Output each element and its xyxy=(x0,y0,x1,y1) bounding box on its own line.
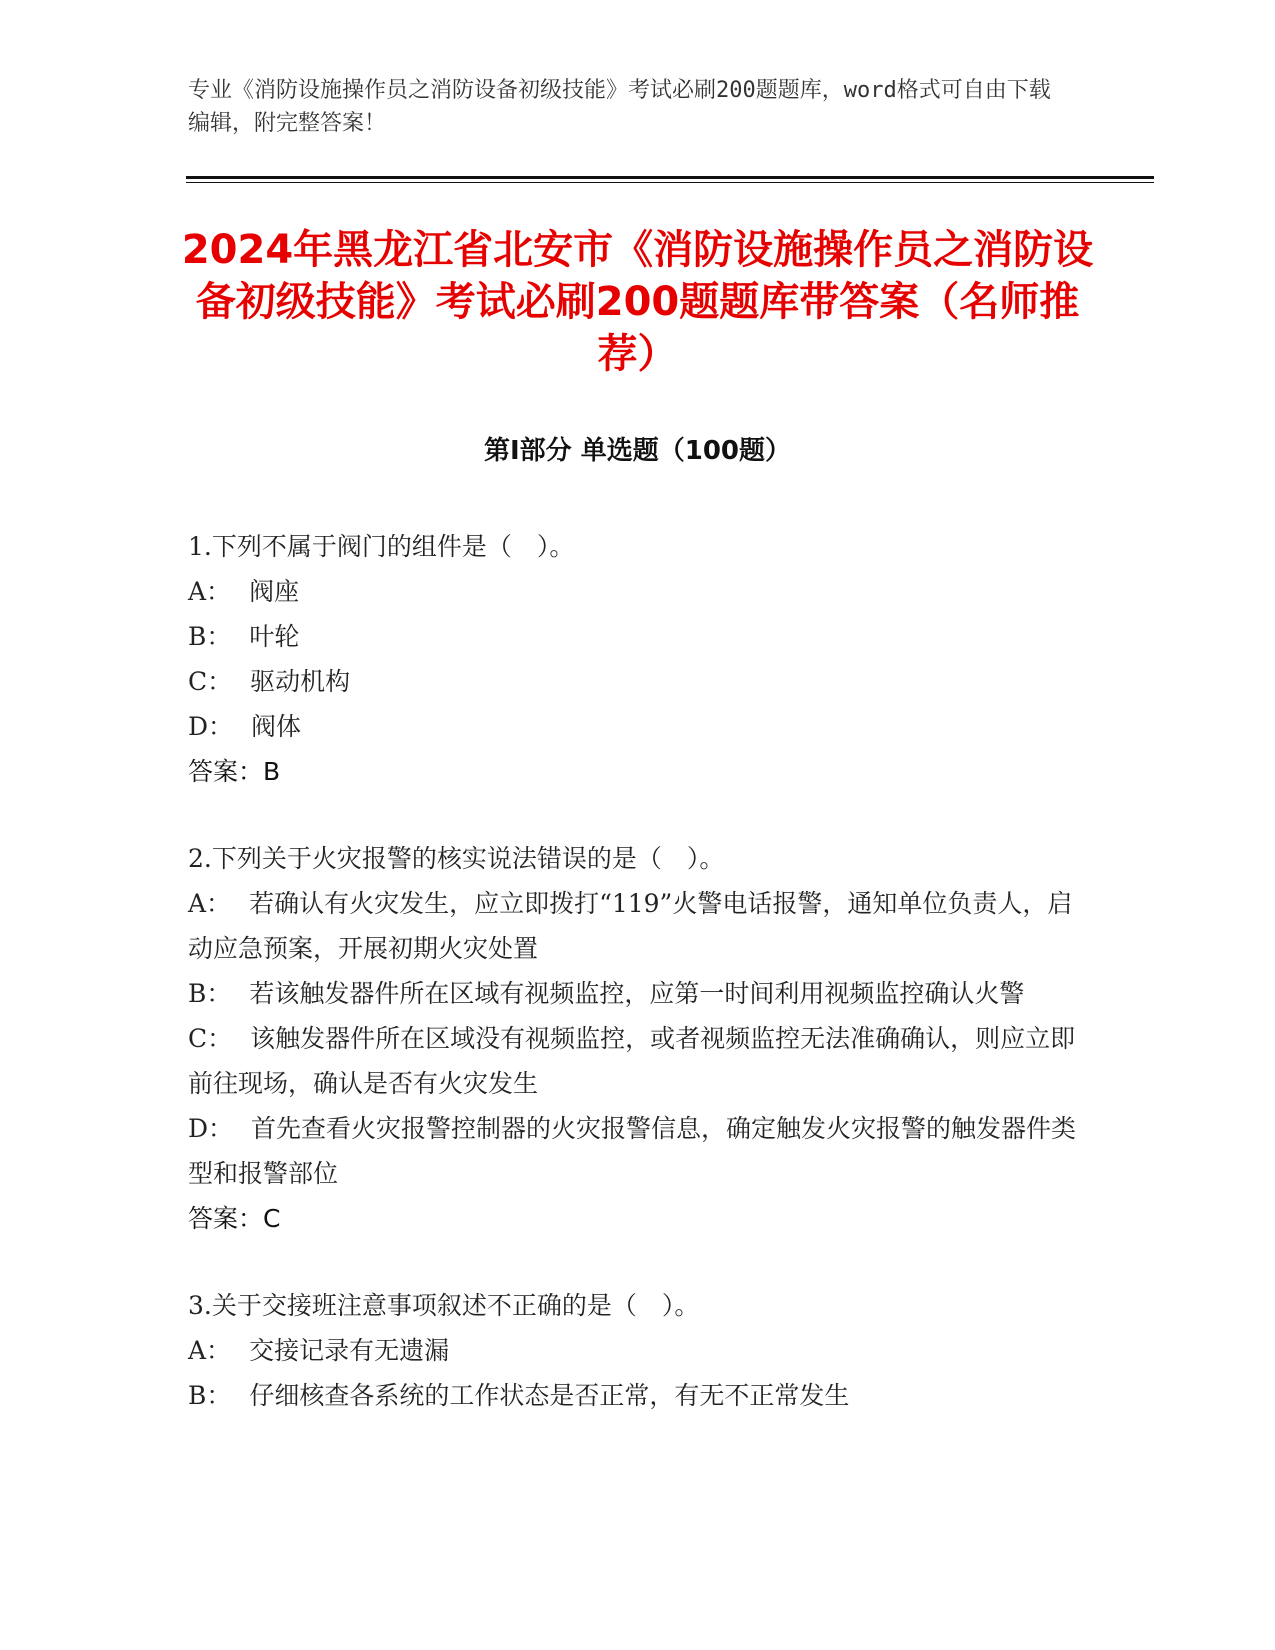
question-stem: 1.下列不属于阀门的组件是（ ）。 xyxy=(188,532,575,561)
question-stem: 2.下列关于火灾报警的核实说法错误的是（ ）。 xyxy=(188,844,725,873)
question-1 xyxy=(188,524,1088,794)
answer-line: 答案：B xyxy=(188,757,281,786)
option-d xyxy=(188,704,1088,749)
option-c xyxy=(188,659,1088,704)
header-note: 专业《消防设施操作员之消防设备初级技能》考试必刷200题题库，word格式可自由下载编辑，附完整答案！ xyxy=(188,78,1051,136)
option-c xyxy=(188,1016,1088,1106)
option-key: A： xyxy=(188,889,232,918)
option-a xyxy=(188,881,1088,971)
option-key: A： xyxy=(188,577,232,606)
option-text: 若确认有火灾发生，应立即拨打“119”火警电话报警，通知单位负责人，启动应急预案，开展初期火灾处置 xyxy=(188,889,1073,963)
document-title: 2024年黑龙江省北安市《消防设施操作员之消防设备初级技能》考试必刷200题题库带答案（名师推荐） xyxy=(181,227,1094,377)
answer-line: 答案：C xyxy=(188,1204,281,1233)
option-key: D： xyxy=(188,1114,234,1143)
option-text: 阀体 xyxy=(251,712,302,741)
option-b xyxy=(188,971,1088,1016)
option-a xyxy=(188,1328,1088,1373)
option-key: A： xyxy=(188,1336,232,1365)
option-key: B： xyxy=(188,979,232,1008)
question-stem: 3.关于交接班注意事项叙述不正确的是（ ）。 xyxy=(188,1291,700,1320)
option-text: 若该触发器件所在区域有视频监控，应第一时间利用视频监控确认火警 xyxy=(249,979,1025,1008)
header-rule-thin xyxy=(186,182,1154,183)
option-text: 该触发器件所在区域没有视频监控，或者视频监控无法准确确认，则应立即前往现场，确认是否有火灾发生 xyxy=(188,1024,1076,1098)
option-key: B： xyxy=(188,622,232,651)
option-b xyxy=(188,614,1088,659)
option-text: 首先查看火灾报警控制器的火灾报警信息，确定触发火灾报警的触发器件类型和报警部位 xyxy=(188,1114,1077,1188)
option-text: 交接记录有无遗漏 xyxy=(249,1336,450,1365)
option-text: 阀座 xyxy=(249,577,300,606)
option-key: C： xyxy=(188,1024,233,1053)
option-text: 叶轮 xyxy=(249,622,300,651)
question-3 xyxy=(188,1283,1088,1418)
option-b xyxy=(188,1373,1088,1418)
section-heading: 第I部分 单选题（100题） xyxy=(484,436,791,466)
option-a xyxy=(188,569,1088,614)
option-text: 仔细核查各系统的工作状态是否正常，有无不正常发生 xyxy=(249,1381,850,1410)
option-d xyxy=(188,1106,1088,1196)
option-key: B： xyxy=(188,1381,232,1410)
question-list xyxy=(188,524,1088,1460)
option-key: D： xyxy=(188,712,234,741)
question-2 xyxy=(188,836,1088,1241)
option-key: C： xyxy=(188,667,233,696)
header-rule-thick xyxy=(186,176,1154,179)
option-text: 驱动机构 xyxy=(250,667,351,696)
